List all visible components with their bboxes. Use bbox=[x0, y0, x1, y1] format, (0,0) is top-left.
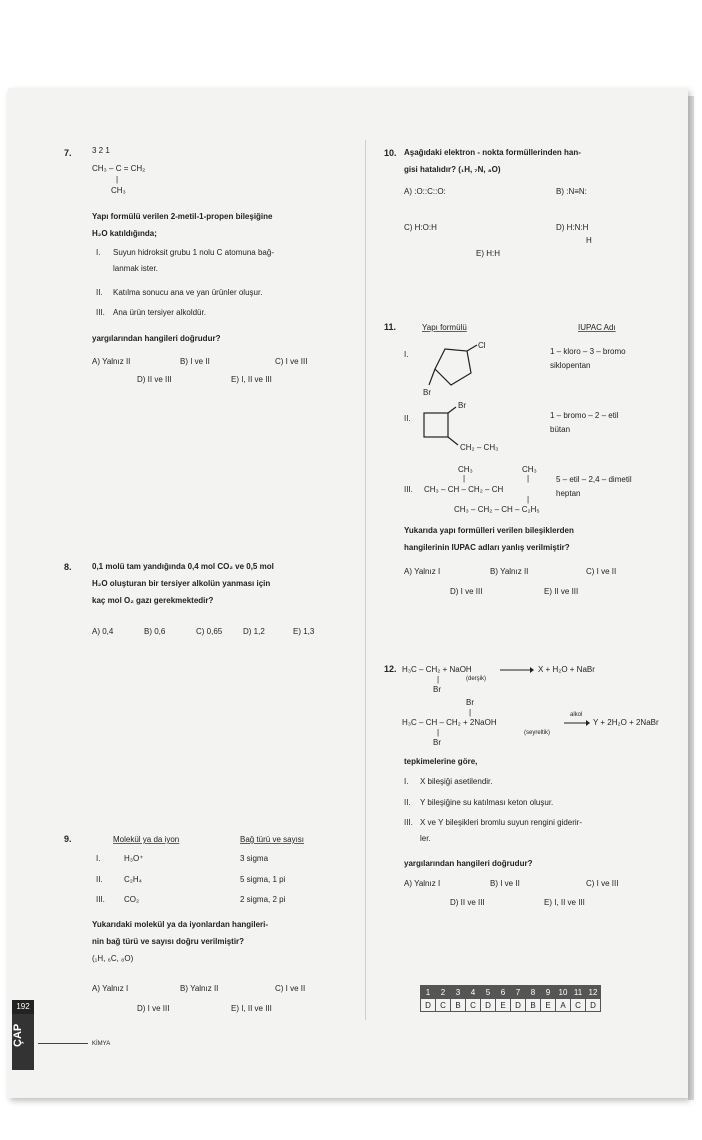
answer-key-number: 6 bbox=[496, 986, 511, 999]
q7-iii-text: Ana ürün tersiyer alkoldür. bbox=[113, 308, 206, 317]
q7-stem-line2: H₂O katıldığında; bbox=[92, 229, 157, 238]
q9-row3-label: III. bbox=[96, 895, 105, 904]
q12-eq2-bromine-top: Br bbox=[466, 698, 474, 707]
q10-number: 10. bbox=[384, 148, 397, 158]
answer-key-answer: C bbox=[571, 999, 586, 1012]
q7-formula: CH₃ – C = CH₂ bbox=[92, 164, 146, 173]
q9-option-e: E) I, II ve III bbox=[231, 1004, 272, 1013]
q10-option-b: B) :N≡N: bbox=[556, 187, 587, 196]
q12-eq2-condition: (seyreltik) bbox=[524, 730, 551, 736]
q10-line1: Aşağıdaki elektron - nokta formüllerinden han- bbox=[404, 148, 581, 157]
answer-key-number: 10 bbox=[556, 986, 571, 999]
q12-question: yargılarından hangileri doğrudur? bbox=[404, 859, 533, 868]
q9-question-line1: Yukarıdaki molekül ya da iyonlardan hangileri- bbox=[92, 920, 269, 929]
q10-option-d-hydrogen: H bbox=[586, 236, 592, 245]
answer-key-number: 11 bbox=[571, 986, 586, 999]
q11-row3-methyl1: CH₃ bbox=[458, 465, 473, 474]
q7-option-a: A) Yalnız II bbox=[92, 357, 131, 366]
answer-key-answer: B bbox=[526, 999, 541, 1012]
q11-question-line1: Yukarıda yapı formülleri verilen bileşiklerden bbox=[404, 526, 574, 535]
q12-eq1-right: X + H₂O + NaBr bbox=[538, 665, 595, 674]
q8-option-d: D) 1,2 bbox=[243, 627, 265, 636]
q11-row3-label: III. bbox=[404, 485, 413, 494]
q11-row1-name-line2: siklopentan bbox=[550, 361, 591, 370]
answer-key-number: 12 bbox=[586, 986, 601, 999]
q9-option-d: D) I ve III bbox=[137, 1004, 170, 1013]
answer-key-answer: D bbox=[511, 999, 526, 1012]
q7-i-text1: Suyun hidroksit grubu 1 nolu C atomuna bağ- bbox=[113, 248, 274, 257]
q9-option-b: B) Yalnız II bbox=[180, 984, 219, 993]
answer-key-number: 3 bbox=[451, 986, 466, 999]
q12-eq2-bond-bottom: | bbox=[437, 728, 440, 737]
q12-option-d: D) II ve III bbox=[450, 898, 485, 907]
q12-option-e: E) I, II ve III bbox=[544, 898, 585, 907]
q7-number: 7. bbox=[64, 148, 72, 158]
q8-line1: 0,1 molü tam yandığında 0,4 mol CO₂ ve 0,5 mol bbox=[92, 562, 274, 571]
q12-eq1-arrow bbox=[500, 667, 534, 673]
q12-ii-label: II. bbox=[404, 798, 411, 807]
q11-question-line2: hangilerinin IUPAC adları yanlış verilmiştir? bbox=[404, 543, 570, 552]
q12-eq2-arrow bbox=[564, 720, 590, 726]
q11-row3-name-line1: 5 – etil – 2,4 – dimetil bbox=[556, 475, 632, 484]
q10-option-e: E) H:H bbox=[476, 249, 500, 258]
q11-row3-methyl2: CH₃ bbox=[522, 465, 537, 474]
answer-key-answer: D bbox=[481, 999, 496, 1012]
q8-line3: kaç mol O₂ gazı gerekmektedir? bbox=[92, 596, 214, 605]
answer-key-number: 1 bbox=[421, 986, 436, 999]
q12-ii-text: Y bileşiğine su katılması keton oluşur. bbox=[420, 798, 554, 807]
q12-option-a: A) Yalnız I bbox=[404, 879, 441, 888]
q12-eq2-bond-top: | bbox=[469, 708, 472, 717]
q11-option-c: C) I ve II bbox=[586, 567, 617, 576]
q7-ii-label: II. bbox=[96, 288, 103, 297]
footer-subject: KİMYA bbox=[92, 1041, 111, 1047]
q9-column-head-molecule: Molekül ya da iyon bbox=[113, 835, 180, 844]
q11-row3-lower-chain: CH₃ – CH₂ – CH – C₂H₅ bbox=[454, 505, 540, 514]
q9-option-c: C) I ve II bbox=[275, 984, 306, 993]
q12-iii-text1: X ve Y bileşikleri bromlu suyun rengini giderir- bbox=[420, 818, 582, 827]
answer-key-table bbox=[420, 985, 601, 1012]
q11-row3-main-chain: CH₃ – CH – CH₂ – CH bbox=[424, 485, 504, 494]
q7-ii-text: Katılma sonucu ana ve yan ürünler oluşur. bbox=[113, 288, 263, 297]
q8-option-b: B) 0,6 bbox=[144, 627, 166, 636]
q9-row2-bond: 5 sigma, 1 pi bbox=[240, 875, 286, 884]
answer-key-number: 7 bbox=[511, 986, 526, 999]
answer-key-answer: D bbox=[421, 999, 436, 1012]
q11-row3-name-line2: heptan bbox=[556, 489, 581, 498]
answer-key-answers-row bbox=[421, 999, 601, 1012]
q11-number: 11. bbox=[384, 322, 397, 332]
q7-question: yargılarından hangileri doğrudur? bbox=[92, 334, 221, 343]
q11-row2-substituent: CH₂ – CH₃ bbox=[460, 443, 499, 452]
q12-eq1-bromine: Br bbox=[433, 685, 441, 694]
q11-column-head-structure: Yapı formülü bbox=[422, 323, 467, 332]
q11-column-head-iupac: IUPAC Adı bbox=[578, 323, 616, 332]
answer-key-answer: D bbox=[586, 999, 601, 1012]
q11-option-a: A) Yalnız I bbox=[404, 567, 441, 576]
q12-i-label: I. bbox=[404, 777, 409, 786]
q7-stem-line1: Yapı formülü verilen 2-metil-1-propen bileşiğine bbox=[92, 212, 273, 221]
q8-number: 8. bbox=[64, 562, 72, 572]
q12-option-b: B) I ve II bbox=[490, 879, 520, 888]
q11-row1-chlorine: Cl bbox=[478, 341, 486, 350]
q12-eq2-bromine: Br bbox=[433, 738, 441, 747]
q12-number: 12. bbox=[384, 664, 397, 674]
answer-key-number: 4 bbox=[466, 986, 481, 999]
q9-row3-molecule: CO₂ bbox=[124, 895, 140, 904]
q9-row1-bond: 3 sigma bbox=[240, 854, 269, 863]
q11-row3-bond2: | bbox=[527, 474, 530, 483]
q11-option-d: D) I ve III bbox=[450, 587, 483, 596]
answer-key-number: 2 bbox=[436, 986, 451, 999]
q12-eq1-left: H₃C – CH₂ + NaOH bbox=[402, 665, 472, 674]
q9-row1-label: I. bbox=[96, 854, 101, 863]
q7-iii-label: III. bbox=[96, 308, 105, 317]
q9-question-line2: nin bağ türü ve sayısı doğru verilmiştir? bbox=[92, 937, 245, 946]
q8-option-c: C) 0,65 bbox=[196, 627, 223, 636]
q12-i-text: X bileşiği asetilendir. bbox=[420, 777, 493, 786]
q9-row2-label: II. bbox=[96, 875, 103, 884]
q12-eq2-condition-top: alkol bbox=[570, 712, 583, 718]
q7-option-c: C) I ve III bbox=[275, 357, 308, 366]
q7-formula-branch: CH₃ bbox=[111, 186, 126, 195]
answer-key-answer: B bbox=[451, 999, 466, 1012]
q9-option-a: A) Yalnız I bbox=[92, 984, 129, 993]
answer-key-numbers-row bbox=[421, 986, 601, 999]
page-shadow bbox=[688, 96, 694, 1100]
q11-row2-name-line1: 1 – bromo – 2 – etil bbox=[550, 411, 619, 420]
q9-number: 9. bbox=[64, 834, 72, 844]
column-divider bbox=[365, 140, 366, 1020]
q12-iii-text2: ler. bbox=[420, 834, 431, 843]
answer-key-answer: C bbox=[466, 999, 481, 1012]
q9-row1-molecule: H₃O⁺ bbox=[124, 854, 144, 863]
answer-key-number: 8 bbox=[526, 986, 541, 999]
q11-option-e: E) II ve III bbox=[544, 587, 579, 596]
q12-eq1-condition: (derşik) bbox=[466, 676, 487, 682]
q12-intro: tepkimelerine göre, bbox=[404, 757, 478, 766]
answer-key-number: 5 bbox=[481, 986, 496, 999]
q10-option-a: A) :O::C::O: bbox=[404, 187, 446, 196]
q8-option-a: A) 0,4 bbox=[92, 627, 114, 636]
q7-option-b: B) I ve II bbox=[180, 357, 210, 366]
q7-i-label: I. bbox=[96, 248, 101, 257]
page-number: 192 bbox=[12, 1000, 34, 1014]
answer-key-number: 9 bbox=[541, 986, 556, 999]
q8-option-e: E) 1,3 bbox=[293, 627, 315, 636]
q11-row1-bromine: Br bbox=[423, 388, 431, 397]
answer-key-answer: C bbox=[436, 999, 451, 1012]
q9-row2-molecule: C₂H₄ bbox=[124, 875, 142, 884]
q7-option-d: D) II ve III bbox=[137, 375, 172, 384]
q11-row2-label: II. bbox=[404, 414, 411, 423]
q9-row3-bond: 2 sigma, 2 pi bbox=[240, 895, 286, 904]
q10-option-d: D) H:N:H bbox=[556, 223, 589, 232]
q9-column-head-bond: Bağ türü ve sayısı bbox=[240, 835, 305, 844]
answer-key-answer: E bbox=[541, 999, 556, 1012]
cyclopentane-structure bbox=[425, 345, 485, 395]
q12-eq1-bond: | bbox=[437, 675, 440, 684]
q11-option-b: B) Yalnız II bbox=[490, 567, 529, 576]
q7-option-e: E) I, II ve III bbox=[231, 375, 272, 384]
q10-line2: gisi hatalıdır? (₁H, ₇N, ₈O) bbox=[404, 165, 501, 174]
answer-key-answer: A bbox=[556, 999, 571, 1012]
q11-row3-bond3: | bbox=[527, 495, 530, 504]
q11-row2-bromine: Br bbox=[458, 401, 466, 410]
q10-option-c: C) H:O:H bbox=[404, 223, 437, 232]
q12-iii-label: III. bbox=[404, 818, 413, 827]
q11-row1-label: I. bbox=[404, 350, 409, 359]
q11-row3-bond1: | bbox=[463, 474, 466, 483]
footer-rule bbox=[38, 1043, 88, 1044]
side-tab-label: ÇAP bbox=[12, 1023, 24, 1047]
q11-row1-name-line1: 1 – kloro – 3 – bromo bbox=[550, 347, 626, 356]
q7-i-text2: lanmak ister. bbox=[113, 264, 158, 273]
q9-question-line3: (₁H, ₆C, ₈O) bbox=[92, 954, 134, 963]
q7-carbon-numbers: 3 2 1 bbox=[92, 146, 110, 155]
q7-branch-bond: | bbox=[116, 175, 119, 184]
q11-row2-name-line2: bütan bbox=[550, 425, 571, 434]
answer-key-answer: E bbox=[496, 999, 511, 1012]
q8-line2: H₂O oluşturan bir tersiyer alkolün yanması için bbox=[92, 579, 271, 588]
q12-option-c: C) I ve III bbox=[586, 879, 619, 888]
q12-eq2-left: H₃C – CH – CH₂ + 2NaOH bbox=[402, 718, 497, 727]
q12-eq2-right: Y + 2H₂O + 2NaBr bbox=[593, 718, 659, 727]
